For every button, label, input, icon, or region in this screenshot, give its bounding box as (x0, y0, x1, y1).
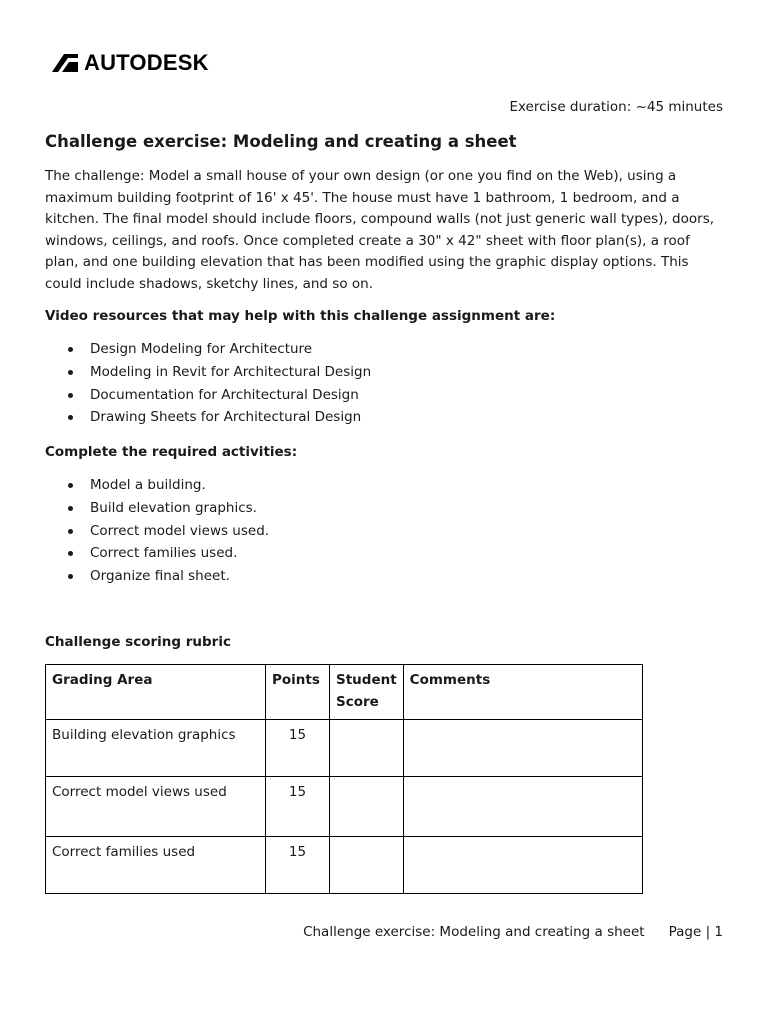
list-item: Design Modeling for Architecture (45, 338, 371, 361)
page-footer (303, 924, 723, 940)
table-row (46, 720, 643, 777)
student-score-cell[interactable] (330, 720, 404, 777)
list-item: Documentation for Architectural Design (45, 384, 371, 407)
student-score-cell[interactable] (330, 837, 404, 894)
comments-cell[interactable] (403, 777, 642, 837)
student-score-cell[interactable] (330, 777, 404, 837)
list-item: Correct model views used. (45, 520, 269, 543)
comments-cell[interactable] (403, 837, 642, 894)
list-item: Build elevation graphics. (45, 497, 269, 520)
list-item: Correct families used. (45, 542, 269, 565)
table-row (46, 777, 643, 837)
brand-name: AUTODESK (84, 50, 209, 75)
table-header-row (46, 665, 643, 720)
exercise-duration: Exercise duration: ~45 minutes (509, 99, 723, 115)
video-resources-heading: Video resources that may help with this challenge assignment are: (45, 308, 556, 324)
challenge-description: The challenge: Model a small house of your own design (or one you find on the Web), using a maximum building footprint of 16' x 45'. The house must have 1 bathroom, 1 bedroom, and a kitchen. The final model should include floors, compound walls (not just generic wall types), doors, windows, ceilings, and roofs. Once completed create a 30" x 42" sheet with floor plan(s), a roof plan, and one building elevation that has been modified using the graphic display options. This could include shadows, sketchy lines, and so on. (45, 168, 715, 292)
list-item: Organize final sheet. (45, 565, 269, 588)
activities-heading: Complete the required activities: (45, 444, 298, 460)
grading-area-cell: Correct model views used (46, 777, 266, 837)
activities-list (45, 474, 269, 588)
header-grading-area: Grading Area (46, 665, 266, 720)
list-item: Modeling in Revit for Architectural Design (45, 361, 371, 384)
autodesk-logo-icon (52, 54, 78, 72)
scoring-rubric-table (45, 664, 643, 894)
grading-area-cell: Building elevation graphics (46, 720, 266, 777)
points-cell: 15 (266, 720, 330, 777)
table-row (46, 837, 643, 894)
video-resources-list (45, 338, 371, 429)
page-number: Page | 1 (668, 924, 723, 940)
page-title: Challenge exercise: Modeling and creating a sheet (45, 132, 517, 151)
footer-title: Challenge exercise: Modeling and creating a sheet (303, 924, 645, 940)
comments-cell[interactable] (403, 720, 642, 777)
header-points: Points (266, 665, 330, 720)
list-item: Model a building. (45, 474, 269, 497)
points-cell: 15 (266, 837, 330, 894)
points-cell: 15 (266, 777, 330, 837)
list-item: Drawing Sheets for Architectural Design (45, 406, 371, 429)
grading-area-cell: Correct families used (46, 837, 266, 894)
header-student-score: Student Score (330, 665, 404, 720)
autodesk-logo (52, 50, 209, 76)
header-comments: Comments (403, 665, 642, 720)
rubric-heading: Challenge scoring rubric (45, 634, 231, 650)
